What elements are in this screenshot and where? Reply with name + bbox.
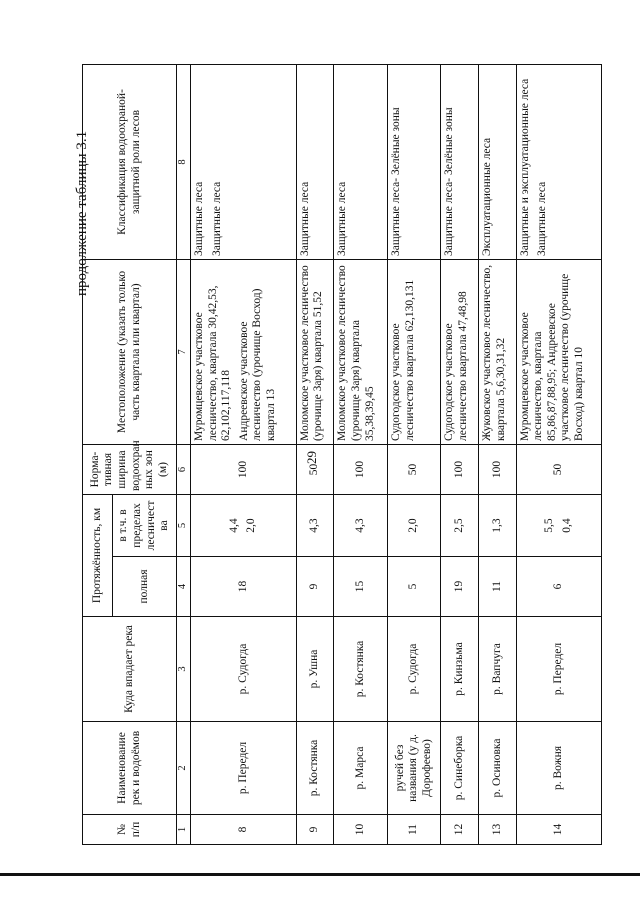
page-bottom-rule	[0, 873, 640, 876]
classification	[296, 64, 334, 259]
river-name: р. Вожня	[516, 722, 601, 815]
length-within-line: 2,0	[245, 518, 258, 533]
column-number: 6	[177, 444, 191, 494]
classification	[479, 64, 517, 259]
rotated-table-container	[82, 65, 602, 845]
header-length-within: в т.ч. в пределах лесничест ва	[113, 494, 177, 556]
river-name: ручей без названия (у д. Дорофеево)	[387, 722, 441, 815]
header-length-total: полная	[113, 557, 177, 617]
table-row	[479, 64, 517, 844]
flows-into: р. Кинзьма	[441, 617, 479, 722]
location	[334, 259, 388, 444]
column-number: 1	[177, 815, 191, 845]
header-num: № п/п	[83, 815, 177, 845]
header-length: Протяжённость, км	[83, 494, 113, 616]
location-line: Муромцевское участковое лесничество, квартала 85,86,87,88,95; Андреевское участковое лесничество (урочище Восход) квартал 10	[518, 273, 585, 441]
length-total: 18	[191, 557, 297, 617]
length-within-line: 5,5	[543, 518, 556, 533]
header-flows-into: Куда впадает река	[83, 617, 177, 722]
length-total: 9	[296, 557, 334, 617]
classification-line: Защитные леса	[298, 181, 311, 256]
flows-into: р. Судогда	[191, 617, 297, 722]
column-numbers-row	[177, 64, 191, 844]
location	[441, 259, 479, 444]
location-line: Судогодское участковое лесничество квартала 47,48,98	[443, 291, 469, 441]
classification-line: Защитные и эксплуатационные леса	[518, 78, 531, 256]
length-total: 6	[516, 557, 601, 617]
length-within-line: 2,5	[452, 518, 465, 533]
row-num: 9	[296, 815, 334, 845]
table-row	[516, 64, 601, 844]
classification-line: Эксплуатационные леса	[481, 137, 494, 256]
location-line: Муромцевское участковое лесничество, квартала 30,42,53, 62,102,117,118	[193, 285, 233, 441]
classification-line: Защитные леса- Зелёные зоны	[389, 107, 402, 256]
classification	[387, 64, 441, 259]
table-header-row	[83, 64, 113, 844]
classification-line: Защитные леса	[336, 181, 349, 256]
header-location: Местоположение (указать только часть квартала или квартал)	[83, 259, 177, 444]
row-num: 13	[479, 815, 517, 845]
length-within-line: 1,3	[490, 518, 503, 533]
classification	[441, 64, 479, 259]
table-row	[441, 64, 479, 844]
table-row	[191, 64, 297, 844]
row-num: 14	[516, 815, 601, 845]
rivers-table	[82, 64, 602, 845]
zone-width: 50	[516, 444, 601, 494]
classification-line: Защитные леса	[536, 181, 549, 256]
row-num: 12	[441, 815, 479, 845]
header-name: Наименование рек и водоёмов	[83, 722, 177, 815]
length-within-line: 4,3	[353, 518, 366, 533]
length-within-line: 4,3	[308, 518, 321, 533]
zone-width: 100	[479, 444, 517, 494]
flows-into: р. Судогда	[387, 617, 441, 722]
location	[387, 259, 441, 444]
river-name: р. Передел	[191, 722, 297, 815]
length-within	[191, 494, 297, 556]
table-body	[191, 64, 602, 844]
column-number: 3	[177, 617, 191, 722]
river-name: р. Синеборка	[441, 722, 479, 815]
zone-width: 100	[191, 444, 297, 494]
table-row	[387, 64, 441, 844]
header-width: Норма-тивная ширина водоохран ных зон (м)	[83, 444, 177, 494]
river-name: р. Марса	[334, 722, 388, 815]
length-total: 15	[334, 557, 388, 617]
length-total: 19	[441, 557, 479, 617]
flows-into: р. Вапчуга	[479, 617, 517, 722]
classification	[516, 64, 601, 259]
row-num: 11	[387, 815, 441, 845]
river-name: р. Костянка	[296, 722, 334, 815]
length-within	[296, 494, 334, 556]
flows-into: р. Ушна	[296, 617, 334, 722]
length-within-line: 4,4	[227, 518, 240, 533]
classification-line: Защитные леса	[193, 181, 205, 256]
flows-into: р. Передел	[516, 617, 601, 722]
location	[516, 259, 601, 444]
zone-width: 50	[296, 444, 334, 494]
river-name: р. Осиновка	[479, 722, 517, 815]
header-classification: Классификация водоохраной-защитной роли лесов	[83, 64, 177, 259]
location-line: Жуковское участковое лесничество, квартала 5,6,30,31,32	[481, 264, 507, 441]
classification	[334, 64, 388, 259]
zone-width: 100	[334, 444, 388, 494]
table-caption: продолжение таблицы 3.1	[74, 130, 90, 296]
flows-into: р. Костянка	[334, 617, 388, 722]
table-row	[334, 64, 388, 844]
location-line: Моломское участковое лесничество (урочище Заря) квартала 51,52	[298, 265, 325, 441]
length-total: 11	[479, 557, 517, 617]
location-line: Судогодское участковое лесничество квартала 62,130,131	[389, 279, 416, 441]
length-within	[516, 494, 601, 556]
column-number: 4	[177, 557, 191, 617]
location	[479, 259, 517, 444]
length-within	[479, 494, 517, 556]
row-num: 10	[334, 815, 388, 845]
location-line: Моломское участковое лесничество (урочище Заря) квартала 35,38,39,45	[336, 265, 376, 441]
length-within	[441, 494, 479, 556]
classification-line: Защитные леса- Зелёные зоны	[443, 107, 456, 256]
page-number: 29	[304, 451, 319, 464]
length-within	[387, 494, 441, 556]
location	[296, 259, 334, 444]
location	[191, 259, 297, 444]
row-num: 8	[191, 815, 297, 845]
length-within-line: 0,4	[560, 518, 573, 533]
zone-width: 100	[441, 444, 479, 494]
length-total: 5	[387, 557, 441, 617]
length-within	[334, 494, 388, 556]
column-number: 5	[177, 494, 191, 556]
length-within-line: 2,0	[407, 518, 420, 533]
column-number: 8	[177, 64, 191, 259]
column-number: 2	[177, 722, 191, 815]
column-number: 7	[177, 259, 191, 444]
zone-width: 50	[387, 444, 441, 494]
location-line: Андреевское участковое лесничество (урочище Восход) квартал 13	[237, 288, 277, 441]
classification-line: Защитные леса	[210, 181, 223, 256]
table-row	[296, 64, 334, 844]
classification	[191, 64, 297, 259]
